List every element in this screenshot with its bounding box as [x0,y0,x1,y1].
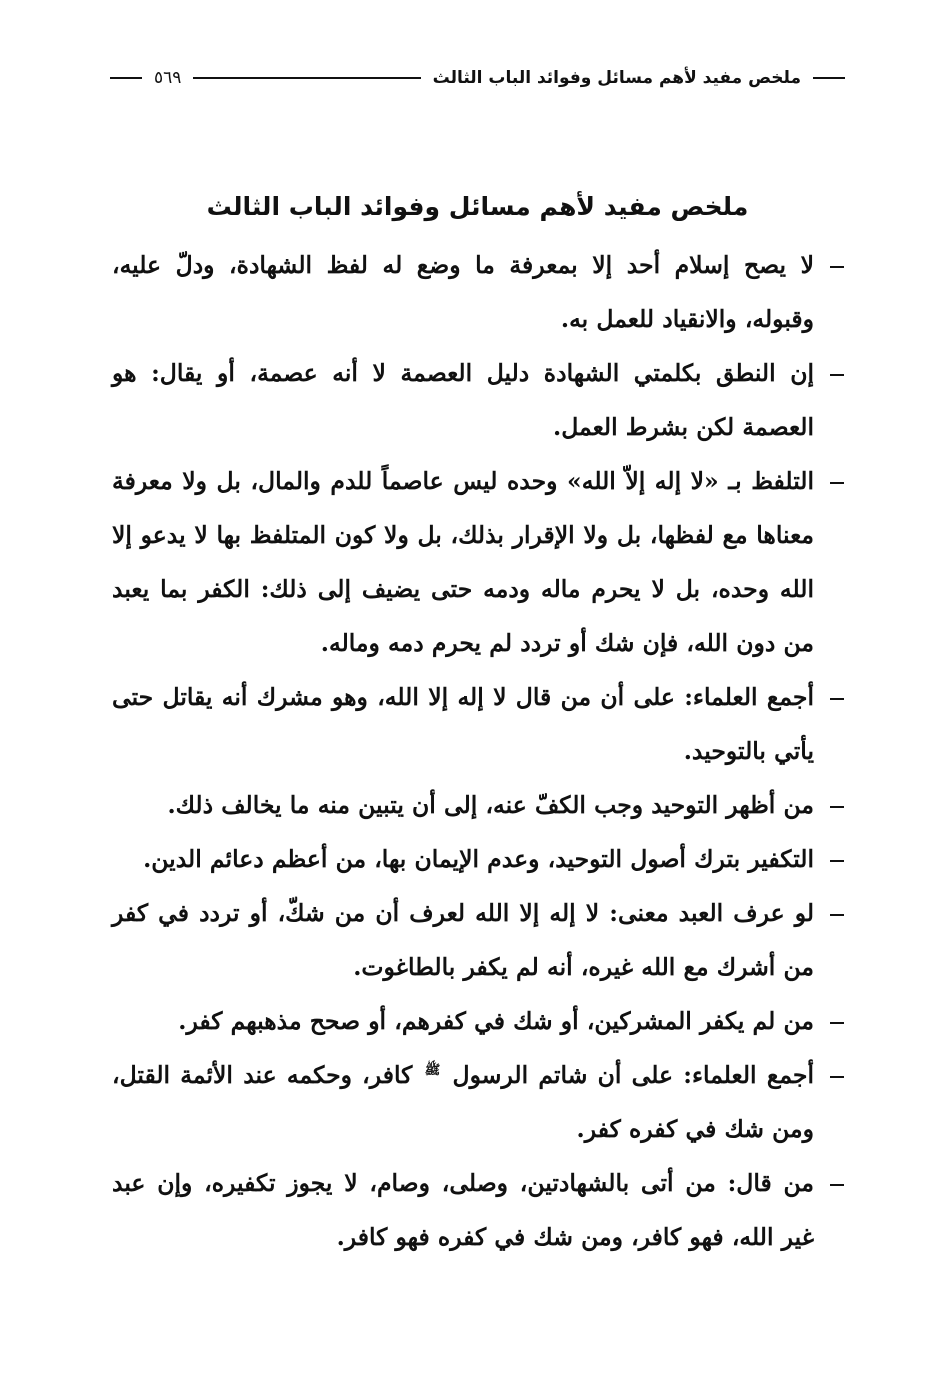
list-item-text: أجمع العلماء: على أن شاتم الرسول [452,1061,814,1089]
list-item [112,994,844,1048]
section-title: ملخص مفيد لأهم مسائل وفوائد الباب الثالث [206,191,749,221]
dash-bullet [822,1048,844,1102]
list-item-text: من قال: من أتى بالشهادتين، وصلى، وصام، لا يجوز تكفيره، وإن عبد غير الله، فهو كافر، ومن شك في كفره فهو كافر. [112,1169,814,1251]
list-item [112,886,844,994]
header-dash [110,77,142,79]
dash-bullet [822,832,844,886]
dash-bullet [822,346,844,400]
list-item-text: لا يصح إسلام أحد إلا بمعرفة ما وضع له لفظ الشهادة، ودلّ عليه، وقبوله، والانقياد للعمل به. [112,251,814,333]
list-item-text: من أظهر التوحيد وجب الكفّ عنه، إلى أن يتبين منه ما يخالف ذلك. [167,791,814,819]
list-item-text: كافر، وحكمه عند الأئمة القتل، ومن شك في كفره كفر. [112,1061,814,1143]
page-number: ٥٦٩ [154,68,182,88]
dash-bullet [822,778,844,832]
list-item-text: التلفظ بـ «لا إله إلاّ الله» وحده ليس عاصماً للدم والمال، بل ولا معرفة معناها مع لفظها، بل ولا الإقرار بذلك، بل ولا كون المتلفظ بها لا يدعو إلا الله وحده، بل لا يحرم ماله ودمه حتى يضيف إلى ذلك: الكفر بما يعبد من دون الله، فإن شك أو تردد لم يحرم دمه وماله. [112,467,814,657]
dash-bullet [822,886,844,940]
summary-list [112,238,844,1264]
dash-bullet [822,1156,844,1210]
list-item [112,238,844,346]
header-dash [813,77,845,79]
list-item [112,778,844,832]
dash-bullet [822,238,844,292]
honorific-glyph: ﷺ [424,1063,441,1079]
list-item [112,454,844,670]
dash-bullet [822,454,844,508]
running-header [110,58,845,98]
list-item-text: لو عرف العبد معنى: لا إله إلا الله لعرف أن من شكّ، أو تردد في كفر من أشرك مع الله غيره، أنه لم يكفر بالطاغوت. [112,899,814,981]
list-item [112,1048,844,1156]
list-item [112,670,844,778]
dash-bullet [822,994,844,1048]
header-rule [193,77,420,79]
list-item [112,832,844,886]
list-item-text: التكفير بترك أصول التوحيد، وعدم الإيمان بها، من أعظم دعائم الدين. [143,845,814,873]
list-item [112,346,844,454]
list-item [112,1156,844,1264]
list-item-text: إن النطق بكلمتي الشهادة دليل العصمة لا أنه عصمة، أو يقال: هو العصمة لكن بشرط العمل. [112,359,814,441]
running-header-title: ملخص مفيد لأهم مسائل وفوائد الباب الثالث [432,68,801,88]
list-item-text: من لم يكفر المشركين، أو شك في كفرهم، أو صحح مذهبهم كفر. [178,1007,814,1035]
list-item-text: أجمع العلماء: على أن من قال لا إله إلا الله، وهو مشرك أنه يقاتل حتى يأتي بالتوحيد. [112,683,814,765]
dash-bullet [822,670,844,724]
